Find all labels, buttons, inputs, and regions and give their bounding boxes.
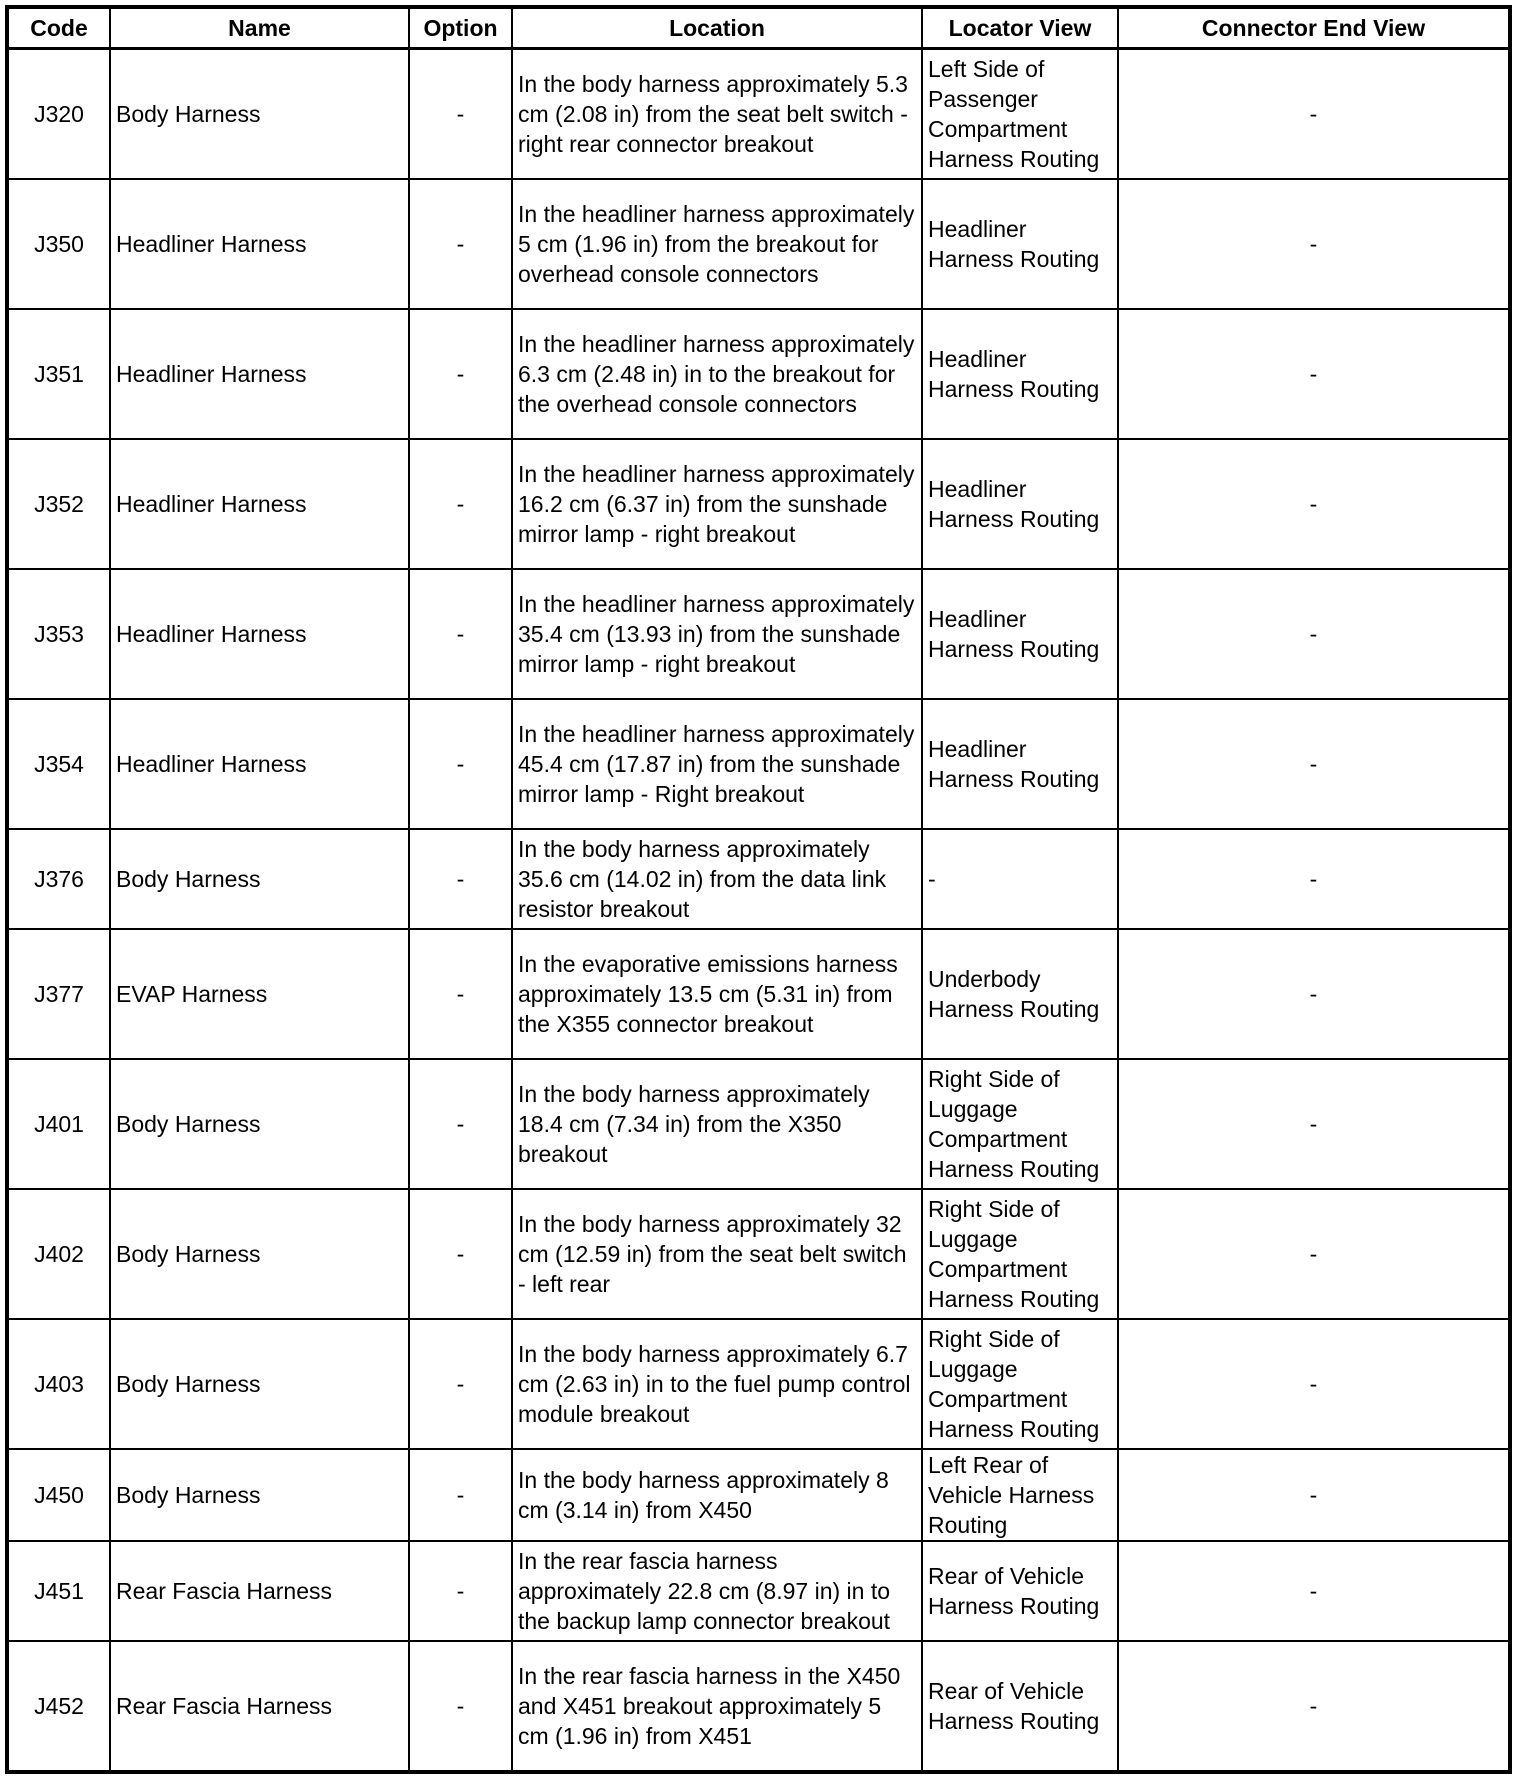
cell-code: J402 [7,1189,110,1319]
cell-locator-view: Right Side of Luggage Compartment Harness Routing [922,1319,1118,1449]
cell-connector-end-view: - [1118,1189,1510,1319]
header-option: Option [409,7,512,49]
cell-option: - [409,569,512,699]
cell-locator-view: Rear of Vehicle Harness Routing [922,1641,1118,1772]
cell-connector-end-view: - [1118,929,1510,1059]
cell-option: - [409,1059,512,1189]
cell-code: J401 [7,1059,110,1189]
cell-name: Rear Fascia Harness [110,1541,409,1641]
cell-name: Body Harness [110,1449,409,1541]
cell-locator-view: Rear of Vehicle Harness Routing [922,1541,1118,1641]
cell-locator-view: - [922,829,1118,929]
cell-connector-end-view: - [1118,1449,1510,1541]
cell-code: J354 [7,699,110,829]
cell-connector-end-view: - [1118,829,1510,929]
cell-code: J403 [7,1319,110,1449]
table-row [7,1059,1510,1189]
cell-option: - [409,1541,512,1641]
cell-connector-end-view: - [1118,1319,1510,1449]
cell-name: Headliner Harness [110,309,409,439]
cell-connector-end-view: - [1118,49,1510,180]
cell-option: - [409,1319,512,1449]
table-header [7,7,1510,49]
cell-location: In the headliner harness approximately 16.2 cm (6.37 in) from the sunshade mirror lamp - right breakout [512,439,922,569]
cell-code: J452 [7,1641,110,1772]
cell-option: - [409,439,512,569]
cell-option: - [409,179,512,309]
cell-location: In the headliner harness approximately 45.4 cm (17.87 in) from the sunshade mirror lamp - Right breakout [512,699,922,829]
cell-code: J353 [7,569,110,699]
cell-code: J352 [7,439,110,569]
header-location: Location [512,7,922,49]
cell-location: In the body harness approximately 32 cm (12.59 in) from the seat belt switch - left rear [512,1189,922,1319]
cell-locator-view: Left Rear of Vehicle Harness Routing [922,1449,1118,1541]
cell-location: In the body harness approximately 6.7 cm (2.63 in) in to the fuel pump control module breakout [512,1319,922,1449]
cell-locator-view: Headliner Harness Routing [922,309,1118,439]
cell-option: - [409,829,512,929]
cell-option: - [409,1189,512,1319]
table-body [7,49,1510,1773]
cell-option: - [409,1641,512,1772]
table-row [7,1449,1510,1541]
cell-location: In the body harness approximately 8 cm (3.14 in) from X450 [512,1449,922,1541]
cell-connector-end-view: - [1118,1641,1510,1772]
cell-name: Headliner Harness [110,179,409,309]
cell-location: In the rear fascia harness in the X450 and X451 breakout approximately 5 cm (1.96 in) from X451 [512,1641,922,1772]
cell-code: J351 [7,309,110,439]
cell-connector-end-view: - [1118,439,1510,569]
cell-connector-end-view: - [1118,179,1510,309]
cell-code: J320 [7,49,110,180]
cell-location: In the headliner harness approximately 6.3 cm (2.48 in) in to the breakout for the overhead console connectors [512,309,922,439]
cell-name: Body Harness [110,1189,409,1319]
cell-option: - [409,49,512,180]
header-connector-end-view: Connector End View [1118,7,1510,49]
cell-name: Body Harness [110,49,409,180]
cell-name: EVAP Harness [110,929,409,1059]
table-row [7,829,1510,929]
cell-connector-end-view: - [1118,309,1510,439]
header-locator-view: Locator View [922,7,1118,49]
cell-option: - [409,1449,512,1541]
cell-name: Headliner Harness [110,439,409,569]
cell-location: In the evaporative emissions harness approximately 13.5 cm (5.31 in) from the X355 connector breakout [512,929,922,1059]
cell-locator-view: Right Side of Luggage Compartment Harness Routing [922,1189,1118,1319]
table-row [7,1189,1510,1319]
cell-option: - [409,699,512,829]
connector-table [5,5,1512,1774]
cell-code: J451 [7,1541,110,1641]
cell-locator-view: Headliner Harness Routing [922,179,1118,309]
cell-code: J377 [7,929,110,1059]
cell-name: Headliner Harness [110,699,409,829]
header-code: Code [7,7,110,49]
cell-connector-end-view: - [1118,1059,1510,1189]
table-row [7,929,1510,1059]
table-row [7,439,1510,569]
cell-option: - [409,929,512,1059]
cell-location: In the headliner harness approximately 35.4 cm (13.93 in) from the sunshade mirror lamp - right breakout [512,569,922,699]
cell-locator-view: Headliner Harness Routing [922,569,1118,699]
table-row [7,179,1510,309]
cell-locator-view: Headliner Harness Routing [922,699,1118,829]
cell-name: Body Harness [110,1319,409,1449]
table-row [7,1319,1510,1449]
table-row [7,699,1510,829]
table-row [7,1641,1510,1772]
cell-locator-view: Underbody Harness Routing [922,929,1118,1059]
cell-locator-view: Headliner Harness Routing [922,439,1118,569]
cell-option: - [409,309,512,439]
cell-connector-end-view: - [1118,699,1510,829]
cell-location: In the body harness approximately 18.4 cm (7.34 in) from the X350 breakout [512,1059,922,1189]
cell-locator-view: Left Side of Passenger Compartment Harness Routing [922,49,1118,180]
cell-code: J376 [7,829,110,929]
header-row [7,7,1510,49]
cell-locator-view: Right Side of Luggage Compartment Harness Routing [922,1059,1118,1189]
cell-location: In the rear fascia harness approximately 22.8 cm (8.97 in) in to the backup lamp connector breakout [512,1541,922,1641]
cell-location: In the body harness approximately 35.6 cm (14.02 in) from the data link resistor breakout [512,829,922,929]
header-name: Name [110,7,409,49]
table-row [7,1541,1510,1641]
table-row [7,49,1510,180]
cell-name: Rear Fascia Harness [110,1641,409,1772]
cell-location: In the body harness approximately 5.3 cm (2.08 in) from the seat belt switch - right rear connector breakout [512,49,922,180]
cell-code: J450 [7,1449,110,1541]
cell-name: Body Harness [110,829,409,929]
table-row [7,309,1510,439]
table-row [7,569,1510,699]
cell-connector-end-view: - [1118,569,1510,699]
cell-name: Body Harness [110,1059,409,1189]
cell-code: J350 [7,179,110,309]
cell-name: Headliner Harness [110,569,409,699]
cell-connector-end-view: - [1118,1541,1510,1641]
cell-location: In the headliner harness approximately 5 cm (1.96 in) from the breakout for overhead console connectors [512,179,922,309]
